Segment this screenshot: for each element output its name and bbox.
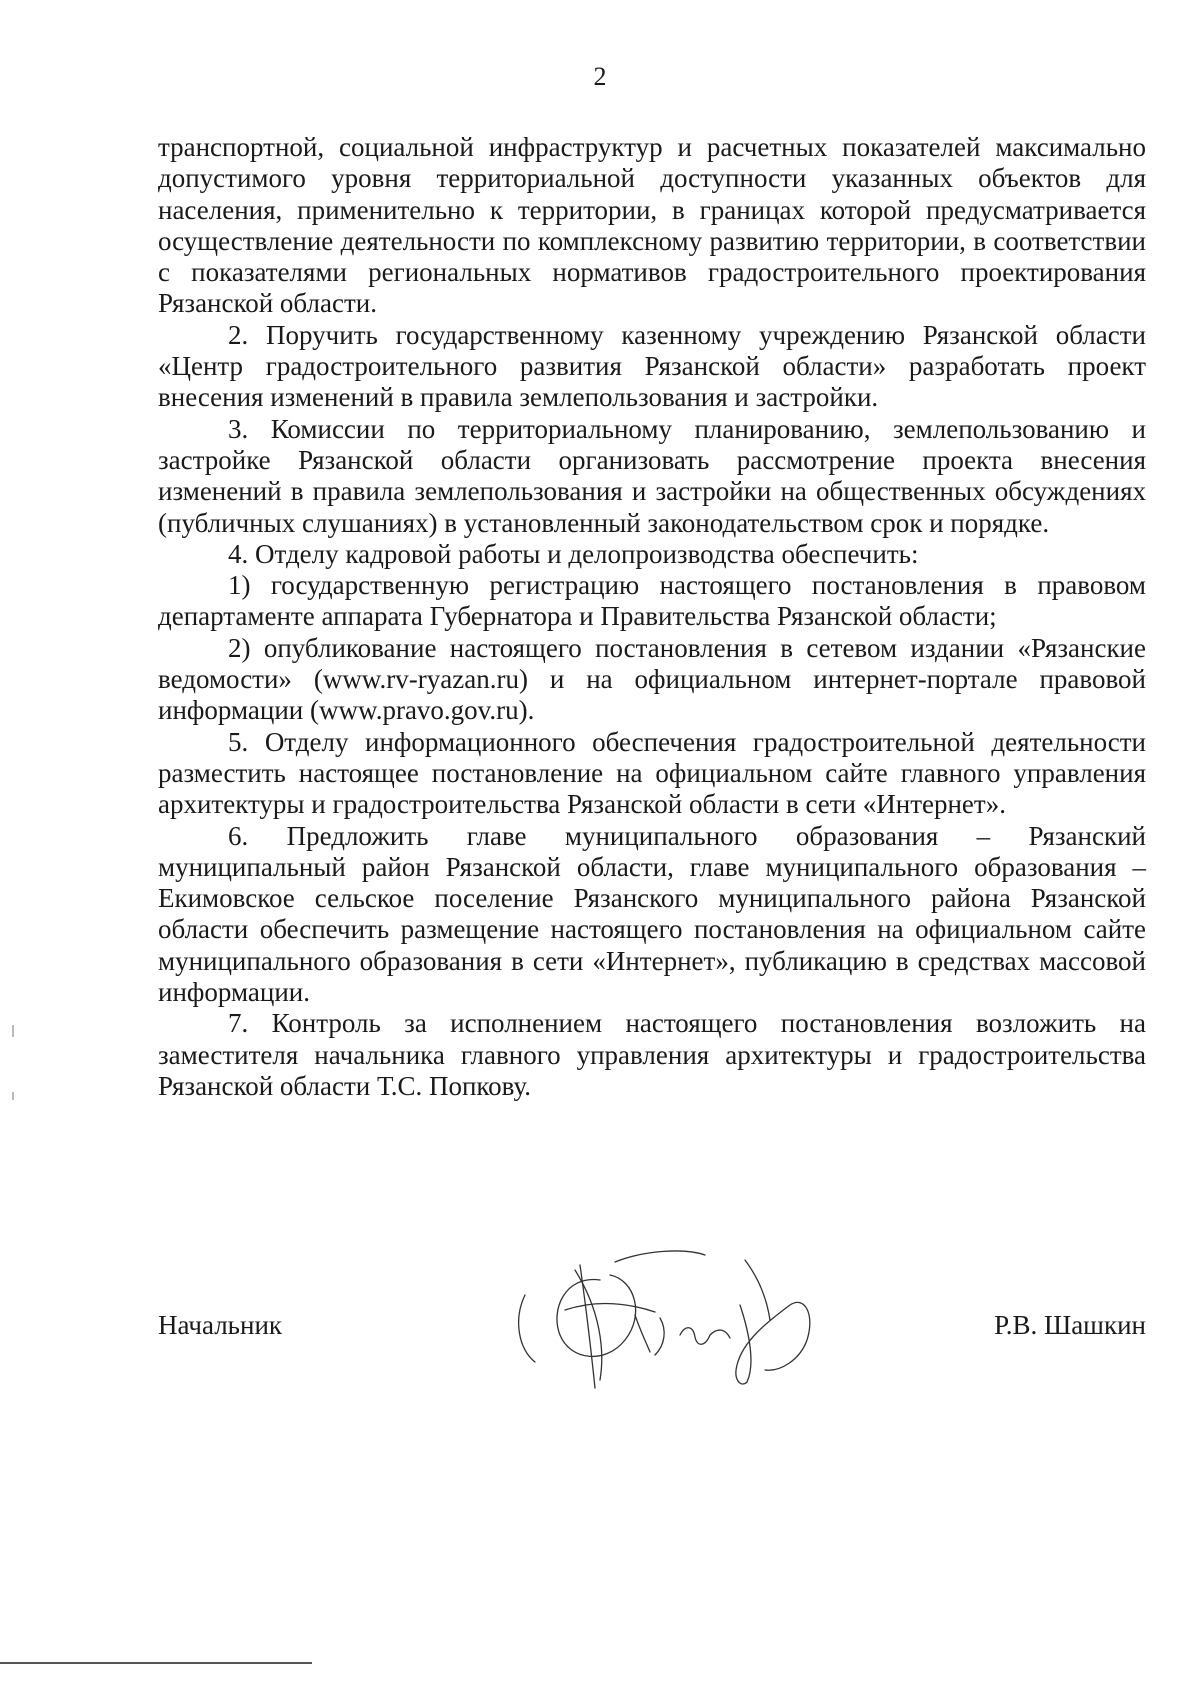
paragraph-subitem-2: 2) опубликование настоящего постановления в сетевом издании «Рязанские ведомости» (www.rv-ryazan.ru) и на официальном интернет-портале правовой информации (www.pravo.gov.ru). [158,632,1146,726]
signature-block [158,1310,1146,1350]
signatory-title: Начальник [158,1310,283,1340]
page-number: 2 [593,62,607,91]
paragraph-item-2: 2. Поручить государственному казенному учреждению Рязанской области «Центр градостроительного развития Рязанской области» разработать проект внесения изменений в правила землепользования и застройки. [158,319,1146,413]
paragraph-item-4: 4. Отделу кадровой работы и делопроизводства обеспечить: [228,538,919,569]
paragraph-item-3: 3. Комиссии по территориальному планированию, землепользованию и застройке Рязанской области организовать рассмотрение проекта внесения изменений в правила землепользования и застройки на общественных обсуждениях (публичных слушаниях) в установленный законодательством срок и порядке. [158,413,1146,538]
scan-speck [12,1092,14,1100]
paragraph-item-5: 5. Отделу информационного обеспечения градостроительной деятельности разместить настоящее постановление на официальном сайте главного управления архитектуры и градостроительства Рязанской области в сети «Интернет». [158,726,1146,820]
paragraph-item-7: 7. Контроль за исполнением настоящего постановления возложить на заместителя начальника главного управления архитектуры и градостроительства Рязанской области Т.С. Попкову. [158,1008,1146,1101]
signatory-name: Р.В. Шашкин [994,1310,1146,1340]
paragraph-item-6: 6. Предложить главе муниципального образования – Рязанский муниципальный район Рязанской области, главе муниципального образования – Екимовское сельское поселение Рязанского муниципального района Рязанской области обеспечить размещение настоящего постановления на официальном сайте муниципального образования в сети «Интернет», публикацию в средствах массовой информации. [158,820,1146,1008]
scan-speck [12,1025,14,1037]
footer-rule [0,1662,312,1664]
document-body [158,132,1146,1102]
paragraph-subitem-1: 1) государственную регистрацию настоящего постановления в правовом департаменте аппарата Губернатора и Правительства Рязанской области; [158,570,1146,632]
paragraph-continuation: транспортной, социальной инфраструктур и расчетных показателей максимально допустимого уровня территориальной доступности указанных объектов для населения, применительно к территории, в границах которой предусматривается осуществление деятельности по комплексному развитию территории, в соответствии с показателями региональных нормативов градостроительного проектирования Рязанской области. [158,132,1146,319]
